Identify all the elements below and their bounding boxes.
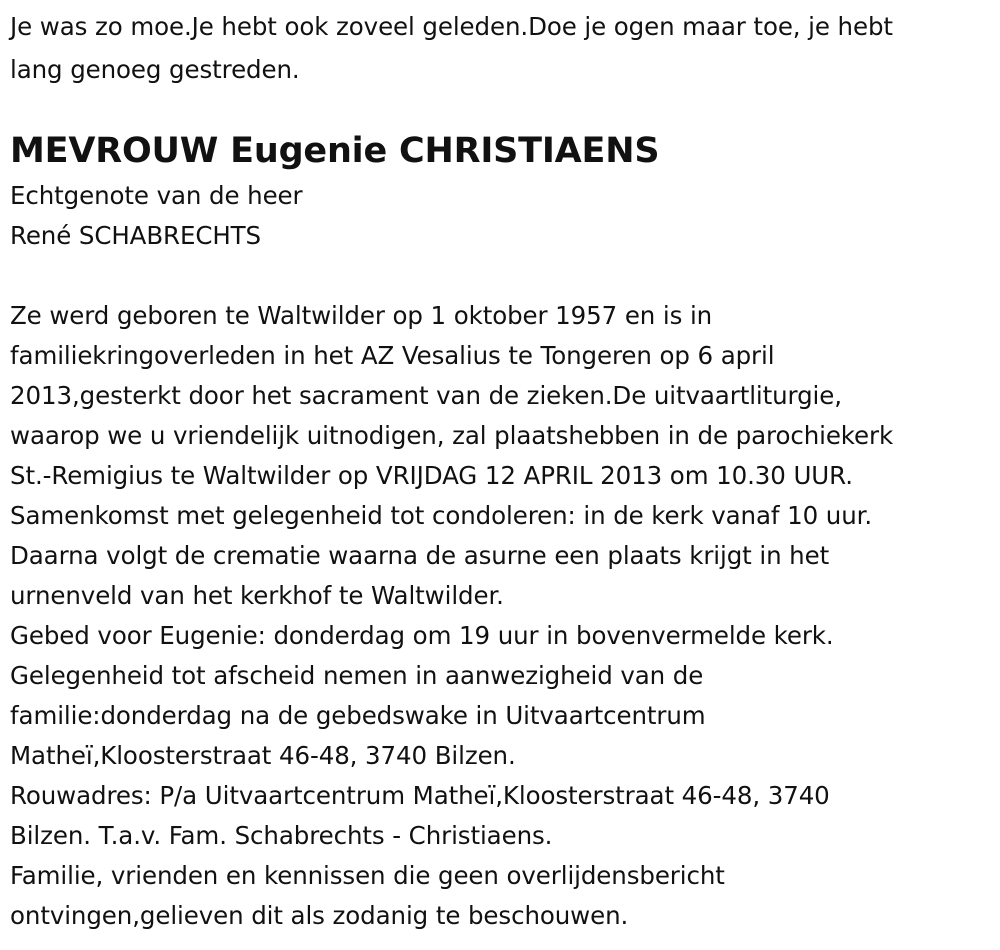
body-line: Gelegenheid tot afscheid nemen in aanwezigheid van de xyxy=(10,661,704,690)
obituary-body xyxy=(10,296,985,936)
body-line: ontvingen,gelieven dit als zodanig te beschouwen. xyxy=(10,901,629,930)
body-line: Rouwadres: P/a Uitvaartcentrum Matheï,Kloosterstraat 46-48, 3740 xyxy=(10,781,830,810)
body-line: familiekringoverleden in het AZ Vesalius te Tongeren op 6 april xyxy=(10,341,775,370)
body-line: familie:donderdag na de gebedswake in Uitvaartcentrum xyxy=(10,701,706,730)
obituary-document xyxy=(10,5,985,936)
spouse-line-1: Echtgenote van de heer xyxy=(10,181,303,210)
body-line: St.-Remigius te Waltwilder op VRIJDAG 12 APRIL 2013 om 10.30 UUR. xyxy=(10,461,853,490)
body-line: Ze werd geboren te Waltwilder op 1 oktober 1957 en is in xyxy=(10,301,713,330)
body-line: waarop we u vriendelijk uitnodigen, zal plaatshebben in de parochiekerk xyxy=(10,421,894,450)
body-line: Gebed voor Eugenie: donderdag om 19 uur in bovenvermelde kerk. xyxy=(10,621,834,650)
body-line: urnenveld van het kerkhof te Waltwilder. xyxy=(10,581,504,610)
body-line: Daarna volgt de crematie waarna de asurne een plaats krijgt in het xyxy=(10,541,830,570)
body-line: Samenkomst met gelegenheid tot condoleren: in de kerk vanaf 10 uur. xyxy=(10,501,873,530)
body-line: Bilzen. T.a.v. Fam. Schabrechts - Christiaens. xyxy=(10,821,553,850)
spouse-line-2: René SCHABRECHTS xyxy=(10,221,261,250)
body-line: 2013,gesterkt door het sacrament van de zieken.De uitvaartliturgie, xyxy=(10,381,842,410)
body-line: Matheï,Kloosterstraat 46-48, 3740 Bilzen. xyxy=(10,741,516,770)
quote-line-1: Je was zo moe.Je hebt ook zoveel geleden.Doe je ogen maar toe, je hebt xyxy=(10,12,893,41)
deceased-name-heading: MEVROUW Eugenie CHRISTIAENS xyxy=(10,131,660,171)
paragraph-spacer xyxy=(10,256,985,296)
quote-line-2: lang genoeg gestreden. xyxy=(10,55,300,84)
body-line: Familie, vrienden en kennissen die geen overlijdensbericht xyxy=(10,861,725,890)
